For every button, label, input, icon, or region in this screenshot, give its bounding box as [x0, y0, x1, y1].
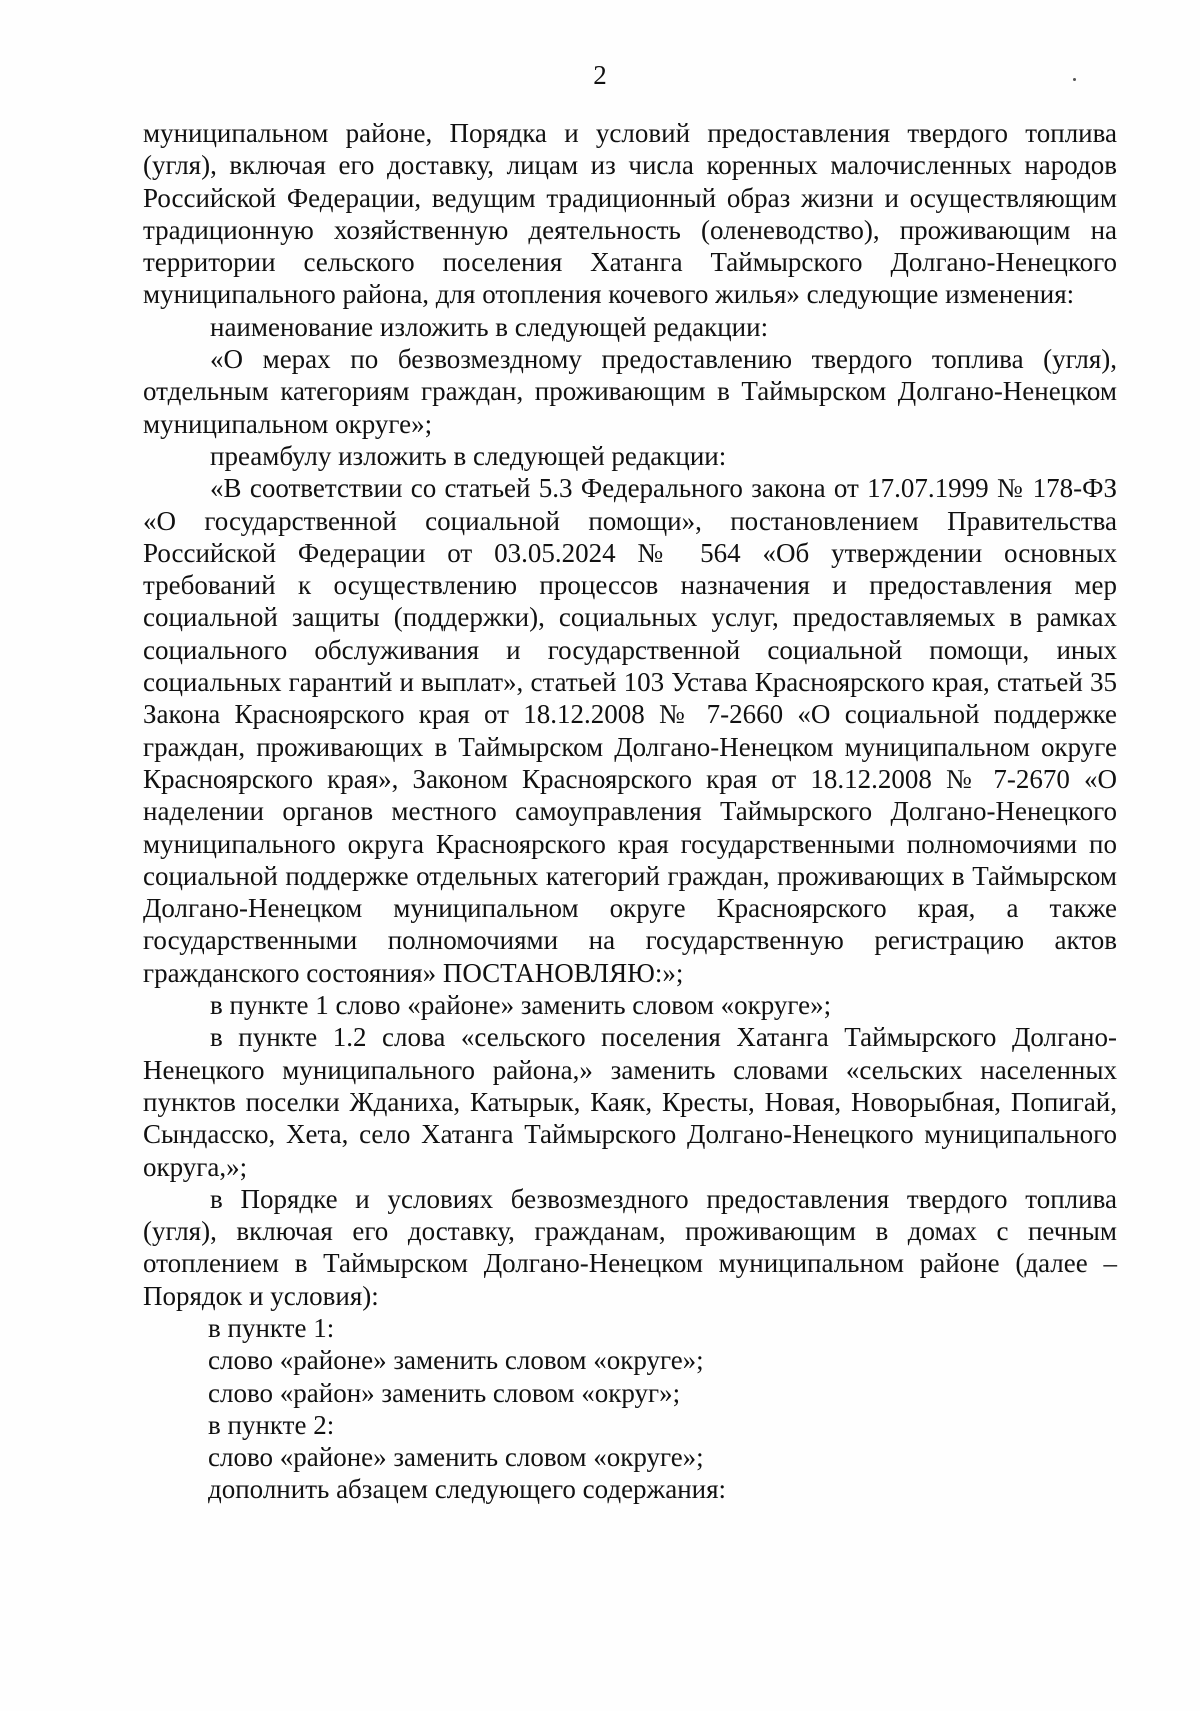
paragraph-title-change: наименование изложить в следующей редакции:	[210, 311, 769, 342]
paragraph-continuation: муниципальном районе, Порядка и условий предоставления твердого топлива (угля), включая его доставку, лицам из числа коренных малочисленных народов Российской Федерации, ведущим традиционный образ жизни и осуществляющим традиционную хозяйственную деятельность (оленеводство), проживающим на территории сельского поселения Хатанга Таймырского Долгано-Ненецкого муниципального района, для отопления кочевого жилья» следующие изменения:	[143, 118, 1117, 310]
list-item: слово «районе» заменить словом «округе»;	[208, 1345, 704, 1376]
paragraph-item-1-2: в пункте 1.2 слова «сельского поселения Хатанга Таймырского Долгано-Ненецкого муниципального района,» заменить словами «сельских населенных пунктов поселки Жданиха, Катырык, Каяк, Кресты, Новая, Новорыбная, Попигай, Сындасско, Хета, село Хатанга Таймырского Долгано-Ненецкого муниципального округа,»;	[143, 1022, 1117, 1182]
paragraph-procedure: в Порядке и условиях безвозмездного предоставления твердого топлива (угля), включая его доставку, гражданам, проживающим в домах с печным отоплением в Таймырском Долгано-Ненецком муниципальном районе (далее – Порядок и условия):	[143, 1183, 1117, 1311]
paragraph-new-preamble: «В соответствии со статьей 5.3 Федерального закона от 17.07.1999 № 178-ФЗ «О государственной социальной помощи», постановлением Правительства Российской Федерации от 03.05.2024 № 564 «Об утверждении основных требований к осуществлению процессов назначения и предоставления мер социальной защиты (поддержки), социальных услуг, предоставляемых в рамках социального обслуживания и государственной социальной помощи, иных социальных гарантий и выплат», статьей 103 Устава Красноярского края, статьей 35 Закона Красноярского края от 18.12.2008 № 7-2660 «О социальной поддержке граждан, проживающих в Таймырском Долгано-Ненецком муниципальном округе Красноярского края», Законом Красноярского края от 18.12.2008 № 7-2670 «О наделении органов местного самоуправления Таймырского Долгано-Ненецкого муниципального округа Красноярского края государственными полномочиями по социальной поддержке отдельных категорий граждан, проживающих в Таймырском Долгано-Ненецком муниципальном округе Красноярского края, а также государственными полномочиями на государственную регистрацию актов гражданского состояния» ПОСТАНОВЛЯЮ:»;	[143, 473, 1117, 988]
document-body	[143, 117, 1117, 1506]
list-item: слово «район» заменить словом «округ»;	[208, 1377, 681, 1408]
paragraph-preamble-change: преамбулу изложить в следующей редакции:	[210, 440, 727, 471]
paragraph-new-title: «О мерах по безвозмездному предоставлению твердого топлива (угля), отдельным категориям граждан, проживающим в Таймырском Долгано-Ненецком муниципальном округе»;	[143, 344, 1117, 439]
list-item: в пункте 1:	[208, 1312, 335, 1343]
scan-speck	[1073, 78, 1076, 81]
list-item: в пункте 2:	[208, 1409, 335, 1440]
list-item: слово «районе» заменить словом «округе»;	[208, 1442, 704, 1473]
page-number: 2	[593, 60, 607, 90]
list-item: дополнить абзацем следующего содержания:	[208, 1474, 727, 1505]
paragraph-item-1: в пункте 1 слово «районе» заменить словом «округе»;	[210, 990, 832, 1021]
